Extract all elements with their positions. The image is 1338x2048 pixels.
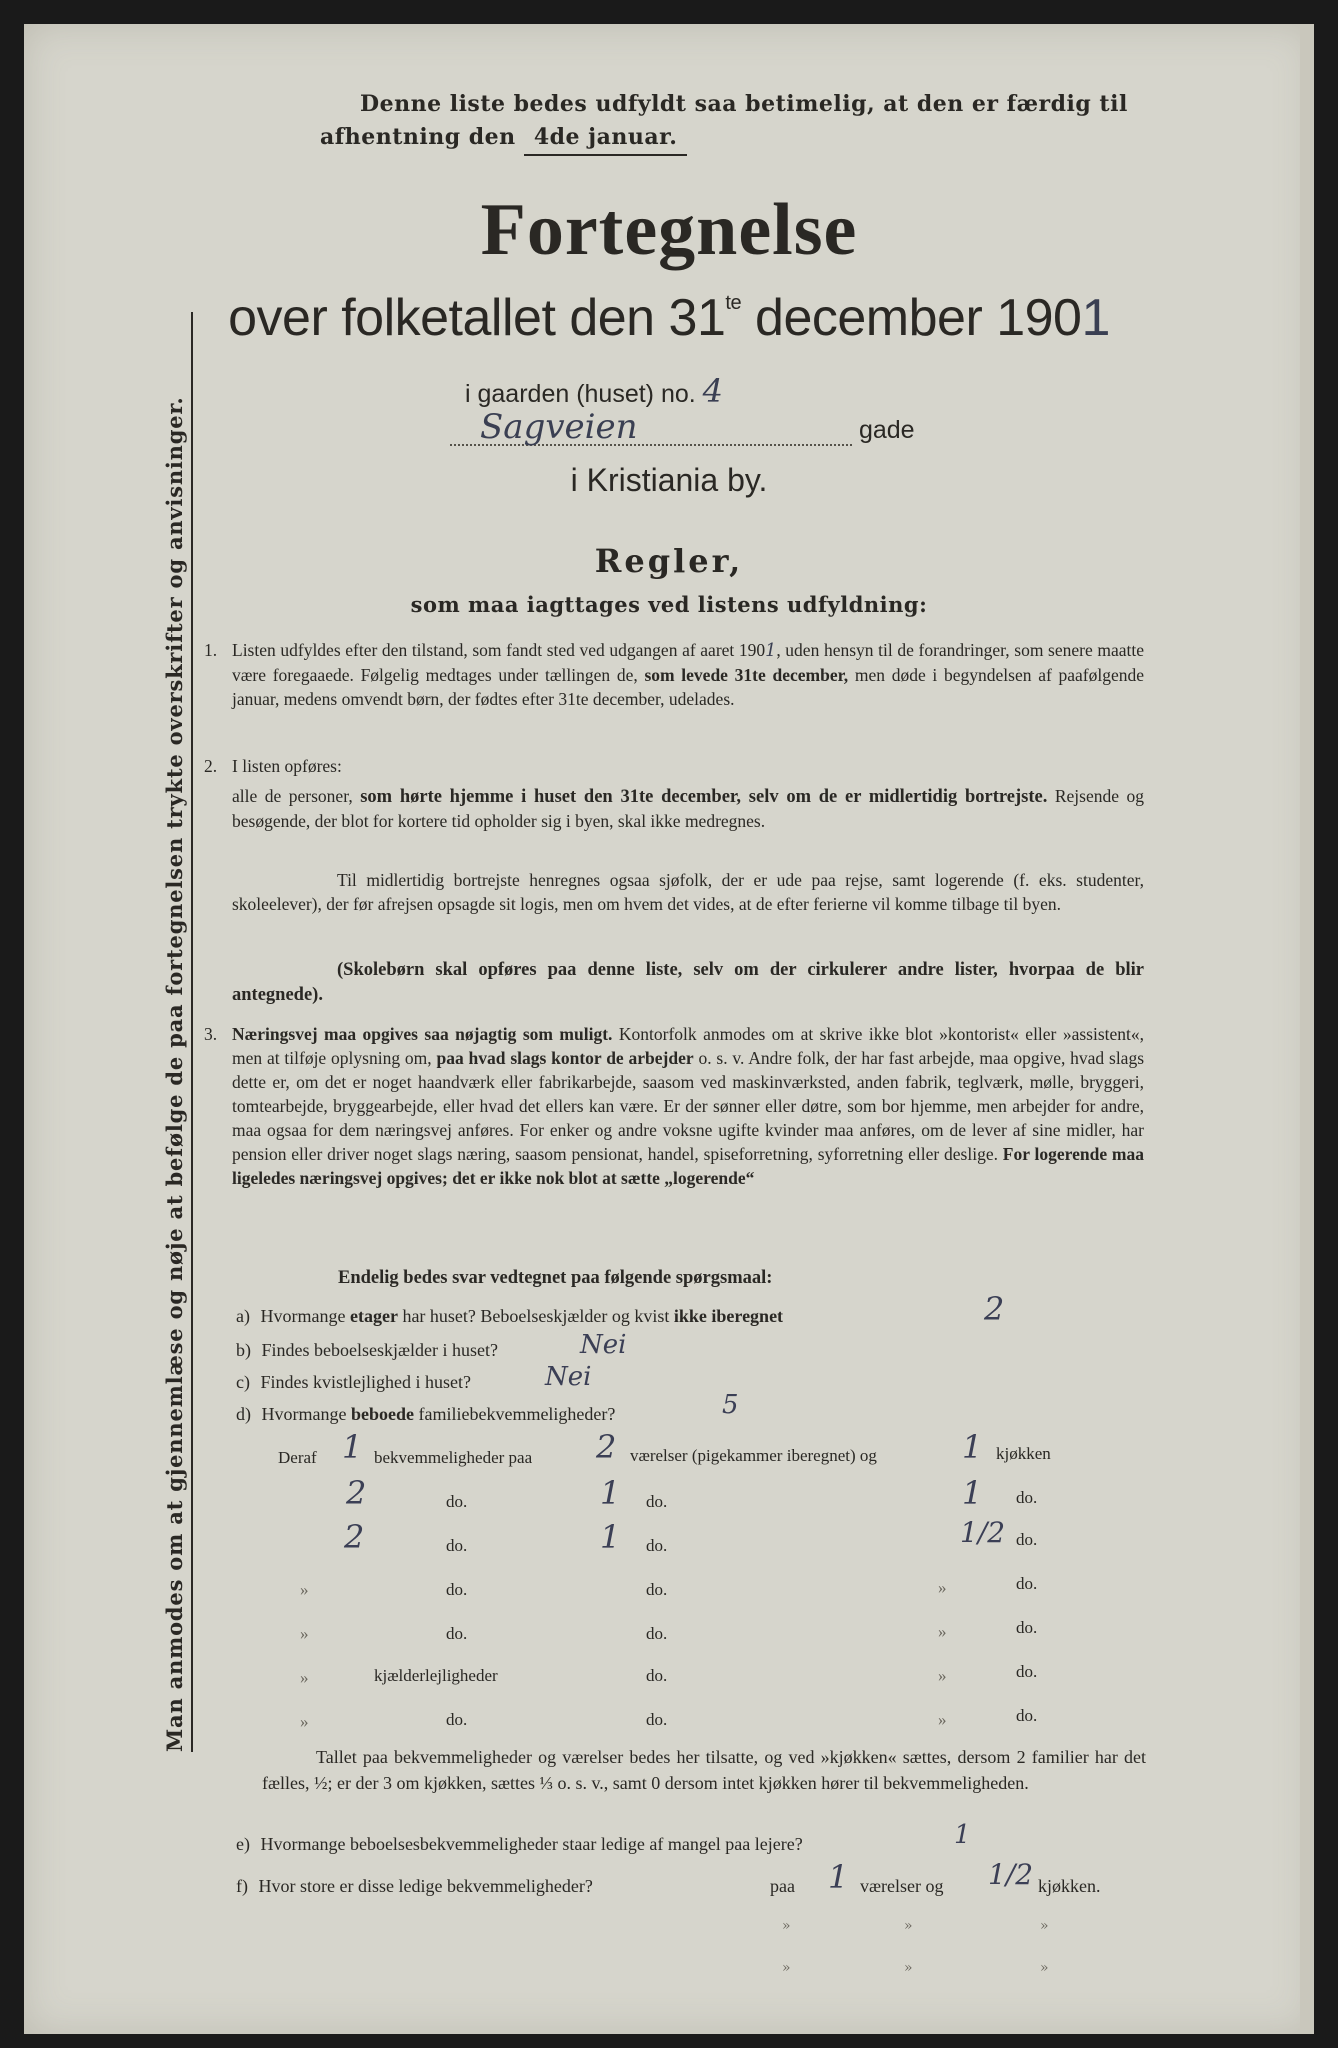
rule-1-text-a: Listen udfyldes efter den tilstand, som fandt sted ved udgangen af aaret 190 [232,640,766,660]
ditto-mark: » [904,1960,913,1976]
ditto-mark: » [1040,1918,1049,1934]
rule-2-bold: som hørte hjemme i huset den 31te december, selv om de er midlertidig bortrejste. [360,787,1048,807]
f-paa: paa [770,1876,795,1896]
question-f-text: Hvor store er disse ledige bekvemmeligheder? [258,1876,593,1896]
row6-ditto: » [300,1668,309,1687]
vaerelser-note: værelser (pigekammer iberegnet) og [630,1446,877,1465]
row6-do-3: do. [1016,1662,1038,1681]
row5-do-3: do. [1016,1618,1038,1637]
row4-do-3: do. [1016,1574,1038,1593]
row2-do-3: do. [1016,1488,1038,1507]
question-a-bold: etager [349,1306,398,1326]
rule-1-year: 1 [765,641,777,661]
ditto-mark: » [782,1918,791,1934]
deraf-label: Deraf [278,1448,317,1467]
row4-ditto-2: » [938,1578,947,1597]
row2-vaer: 1 [600,1474,621,1512]
subtitle-part2: december 190 [741,289,1082,347]
rule-1-number: 1. [204,640,218,660]
rule-3-bold1: Næringsvej maa opgives saa nøjagtig som muligt. [232,1024,613,1044]
kjaelder-label: kjælderlejligheder [374,1666,498,1685]
row7-do-1: do. [446,1710,468,1729]
rule-2-body [232,784,1144,833]
row6-ditto-2: » [938,1666,947,1685]
side-instruction: Man anmodes om at gjennemlæse og nøje at befølge de paa fortegnelsen trykte overskrifter og anvisninger. [162,312,193,1752]
subtitle-year-handwritten: 1 [1081,289,1110,347]
rule-2-number: 2. [204,756,218,776]
answer-b: Nei [580,1330,627,1360]
row2-do-1: do. [446,1492,468,1511]
rules-heading: Regler, [594,542,744,580]
question-d-label: d) [236,1404,251,1424]
rule-3-text-b: o. s. v. Andre folk, der har fast arbejde, maa opgive, hvad slags dette er, om det er noget haandværk eller fabrikarbejde, saasom ved maskinværksted, anden fabrik, teglværk, mølle, bryggeri, tomtearbejde, bryggearbejde, eller hvad det ellers kan være. Er der sønner eller døtre, som bor hjemme, men arbejder for andre, maa ogsaa for dem næringsvej anføres. For enker og andre voksne ugifte kvinder maa anføres, om de lever af sine midler, har pension eller driver noget slags næring, saasom pensionat, handel, spiseforretning, syforretning eller deslige. [232,1048,1145,1164]
f-kjok: kjøkken. [1038,1876,1101,1896]
answer-c: Nei [545,1362,592,1392]
rule-1-text-b: , uden hensyn til de forandringer, som senere maatte være foregaaede. Følgelig medtages under tællingen de, [232,640,1144,685]
subtitle-part1: over folketallet den 31 [228,289,726,347]
row1-vaer: 2 [596,1428,617,1466]
question-a [236,1306,783,1327]
row2-kjok: 1 [962,1474,983,1512]
row5-ditto: » [300,1624,309,1643]
rule-2-intro [204,754,1144,778]
street-line [450,407,915,447]
row3-vaer: 1 [600,1518,621,1556]
answer-f-kitchen: 1/2 [988,1858,1034,1891]
row7-do-3: do. [1016,1706,1038,1725]
page-title: Fortegnelse [480,189,858,271]
notice-line1: Denne liste bedes udfyldt saa betimelig, at den er færdig til [360,91,1128,117]
notice [298,88,1148,156]
row3-do-1: do. [446,1536,468,1555]
rule-1-bold: som levede 31te december, [644,665,849,685]
city-line: i Kristiania by. [570,462,768,498]
question-a-label: a) [236,1306,250,1326]
question-a-text2: har huset? Beboelseskjælder og kvist [402,1306,670,1326]
question-d [236,1404,615,1425]
ditto-mark: » [782,1960,791,1976]
f-vaer: værelser og [860,1876,944,1896]
row1-kjok: 1 [962,1428,983,1466]
row7-ditto-2: » [938,1710,947,1729]
questions-heading: Endelig bedes svar vedtegnet paa følgende spørgsmaal: [338,1268,773,1288]
rule-1-text-c: men døde i begyndelsen af paafølgende januar, medens omvendt børn, der fødtes efter 31te december, udelades. [232,665,1145,709]
rule-2-text-c: Til midlertidig bortrejste henregnes ogsaa sjøfolk, der er ude paa rejse, samt logerende (f. eks. studenter, skoleelever), der før afrejsen opsagde sit logis, men om hvem det vides, at de efter ferierne vil komme tilbage til byen. [232,870,1144,914]
row3-do-2: do. [646,1536,668,1555]
row4-ditto: » [300,1580,309,1599]
row5-do-1: do. [446,1624,468,1643]
rule-3-bold2: paa hvad slags kontor de arbejder [436,1048,694,1068]
question-f [236,1876,593,1897]
question-a-bold2: ikke iberegnet [673,1306,784,1326]
gaard-line [465,372,723,410]
footer-note: Tallet paa bekvemmeligheder og værelser bedes her tilsatte, og ved »kjøkken« sættes, dersom 2 familier har det fælles, ½; er der 3 om kjøkken, sættes ⅓ o. s. v., samt 0 dersom intet kjøkken hører til bekvemmeligheden. [262,1747,1146,1793]
answer-d: 5 [722,1390,739,1420]
notice-prefix: afhentning den [320,124,516,150]
row6-do-2: do. [646,1666,668,1685]
rules-subheading: som maa iagttages ved listens udfyldning: [410,592,928,617]
rule-2-schoolchildren [232,958,1144,1008]
gaard-number: 4 [702,372,724,410]
subtitle-sup: te [725,292,742,314]
question-b [236,1340,498,1361]
rule-3-bold3: For logerende maa ligeledes næringsvej opgives; det er ikke nok blot at sætte „logerende“ [232,1144,1144,1188]
street-handwritten: Sagveien [450,410,852,446]
notice-line2 [298,121,1148,156]
question-d-text1: Hvormange [261,1404,347,1424]
notice-date: 4de januar. [524,121,688,156]
row5-ditto-2: » [938,1622,947,1641]
rule-3-number: 3. [204,1024,218,1044]
row3-bekv: 2 [344,1518,365,1556]
question-c-label: c) [236,1372,250,1392]
question-c [236,1372,471,1393]
question-f-label: f) [236,1876,248,1896]
row5-do-2: do. [646,1624,668,1643]
question-b-label: b) [236,1340,251,1360]
rule-1 [204,638,1145,711]
rule-2-intro-text: I listen opføres: [232,756,342,776]
answer-f-rooms: 1 [828,1858,849,1896]
rule-2-text-b: Rejsende og besøgende, der blot for kortere tid opholder sig i byen, skal ikke medregnes. [232,786,1144,831]
question-e-label: e) [236,1834,250,1854]
question-d-text2: familiebekvemmeligheder? [418,1404,616,1424]
kjokken-header: kjøkken [996,1444,1051,1463]
question-a-text1: Hvormange [260,1306,346,1326]
rule-2-extra [232,868,1144,916]
rule-2-text-d: (Skolebørn skal opføres paa denne liste, selv om der cirkulerer andre lister, hvorpaa de blir antegnede). [232,960,1144,1005]
question-e [236,1834,803,1855]
question-b-text: Findes beboelseskjælder i huset? [261,1340,498,1360]
row4-do-2: do. [646,1580,668,1599]
question-d-bold: beboede [350,1404,414,1424]
gaard-label: i gaarden (huset) no. [465,380,696,408]
bekv-paa-label: bekvemmeligheder paa [374,1448,533,1467]
row2-bekv: 2 [346,1474,367,1512]
row3-do-3: do. [1016,1530,1038,1549]
ditto-mark: » [1040,1960,1049,1976]
page-subtitle [0,288,1338,348]
row2-do-2: do. [646,1492,668,1511]
row3-kjok: 1/2 [960,1516,1006,1549]
row1-bekv: 1 [342,1428,363,1466]
rule-2-text-a: alle de personer, [232,786,353,806]
row4-do-1: do. [446,1580,468,1599]
question-e-text: Hvormange beboelsesbekvemmeligheder staar ledige af mangel paa lejere? [260,1834,803,1854]
answer-e: 1 [954,1820,971,1850]
row7-do-2: do. [646,1710,668,1729]
ditto-mark: » [904,1918,913,1934]
rule-3-text-a: Kontorfolk anmodes om at skrive ikke blot »kontorist« eller »assistent«, men at tilføje oplysning om, [232,1024,1145,1068]
rule-3 [204,1022,1145,1190]
row7-ditto: » [300,1712,309,1731]
question-c-text: Findes kvistlejlighed i huset? [260,1372,471,1392]
street-suffix: gade [858,416,915,444]
answer-a: 2 [984,1290,1005,1328]
